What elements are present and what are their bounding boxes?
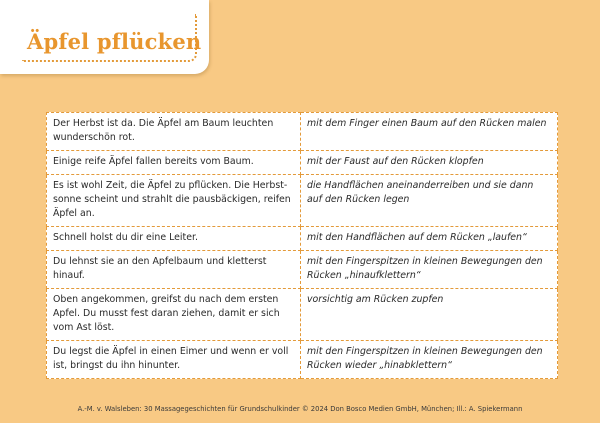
table-row [47,341,558,379]
massage-action-cell: die Handflächen aneinanderreiben und sie dann auf den Rücken legen [301,175,558,227]
story-text-cell: Der Herbst ist da. Die Äpfel am Baum leuchten wunderschön rot. [47,113,301,151]
story-text-cell: Schnell holst du dir eine Leiter. [47,227,301,251]
table-row [47,251,558,289]
copyright-footer: A.-M. v. Walsleben: 30 Massagegeschichten für Grundschulkinder © 2024 Don Bosco Medien GmbH, München; Ill.: A. Spiekermann [77,405,523,413]
table-row [47,151,558,175]
table-row [47,175,558,227]
massage-action-cell: mit den Handflächen auf dem Rücken „laufen“ [301,227,558,251]
story-text-cell: Du legst die Äpfel in einen Eimer und wenn er voll ist, bringst du ihn hinunter. [47,341,301,379]
story-text-cell: Es ist wohl Zeit, die Äpfel zu pflücken. Die Herbst-sonne scheint und strahlt die pausbäckigen, reifen Äpfel an. [47,175,301,227]
massage-action-cell: vorsichtig am Rücken zupfen [301,289,558,341]
massage-action-cell: mit den Fingerspitzen in kleinen Bewegungen den Rücken „hinaufklettern“ [301,251,558,289]
table-row [47,227,558,251]
massage-story-table [46,112,558,379]
story-text-cell: Oben angekommen, greifst du nach dem ersten Apfel. Du musst fest daran ziehen, damit er sich vom Ast löst. [47,289,301,341]
page-title: Äpfel pflücken [27,29,202,54]
massage-action-cell: mit dem Finger einen Baum auf den Rücken malen [301,113,558,151]
table-row [47,289,558,341]
story-text-cell: Einige reife Äpfel fallen bereits vom Baum. [47,151,301,175]
table-row [47,113,558,151]
massage-action-cell: mit der Faust auf den Rücken klopfen [301,151,558,175]
story-text-cell: Du lehnst sie an den Apfelbaum und kletterst hinauf. [47,251,301,289]
massage-action-cell: mit den Fingerspitzen in kleinen Bewegungen den Rücken wieder „hinabklettern“ [301,341,558,379]
